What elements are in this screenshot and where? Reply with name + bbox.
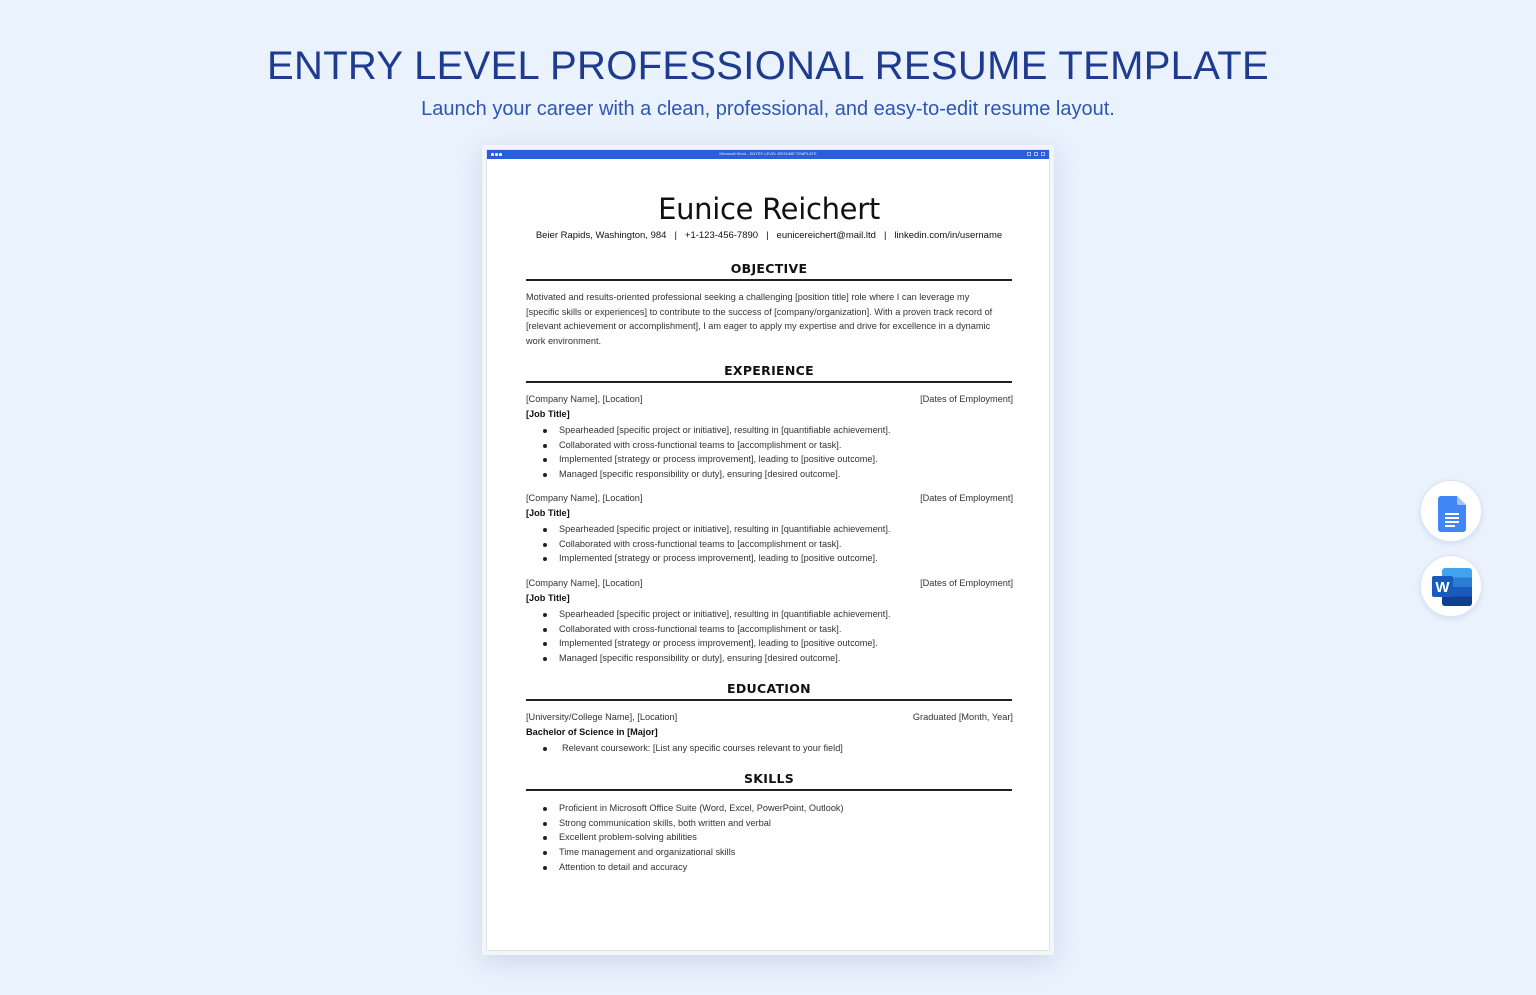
job-dates: [Dates of Employment] — [920, 578, 1013, 588]
section-divider — [526, 381, 1012, 383]
word-letter: W — [1435, 579, 1450, 596]
list-item: Spearheaded [specific project or initiative], resulting in [quantifiable achievement]. — [526, 607, 890, 622]
job-bullets — [526, 522, 890, 566]
list-item: Managed [specific responsibility or duty], ensuring [desired outcome]. — [526, 467, 890, 482]
list-item: Spearheaded [specific project or initiative], resulting in [quantifiable achievement]. — [526, 423, 890, 438]
contact-separator: | — [883, 230, 887, 241]
job-header — [526, 394, 1013, 404]
contact-linkedin: linkedin.com/in/username — [894, 230, 1003, 241]
contact-email: eunicereichert@mail.ltd — [776, 230, 876, 241]
list-item: Collaborated with cross-functional teams to [accomplishment or task]. — [526, 537, 890, 552]
list-item: Implemented [strategy or process improvement], leading to [positive outcome]. — [526, 452, 890, 467]
list-item: Excellent problem-solving abilities — [526, 830, 844, 845]
list-item: Strong communication skills, both written and verbal — [526, 816, 844, 831]
skills-heading: SKILLS — [743, 771, 795, 786]
contact-phone: +1-123-456-7890 — [684, 230, 759, 241]
education-heading: EDUCATION — [727, 681, 811, 696]
contact-separator: | — [766, 230, 769, 241]
section-divider — [526, 789, 1012, 791]
hero-subtitle: Launch your career with a clean, professional, and easy-to-edit resume layout. — [421, 98, 1115, 120]
list-item: Collaborated with cross-functional teams to [accomplishment or task]. — [526, 438, 890, 453]
job-header — [526, 578, 1013, 588]
list-item: Implemented [strategy or process improvement], leading to [positive outcome]. — [526, 636, 890, 651]
job-dates: [Dates of Employment] — [920, 493, 1013, 503]
job-dates: [Dates of Employment] — [920, 394, 1013, 404]
list-item: Relevant coursework: [List any specific courses relevant to your field] — [526, 741, 843, 756]
contact-separator: | — [674, 230, 677, 241]
job-company: [Company Name], [Location] — [526, 578, 643, 588]
list-item: Time management and organizational skills — [526, 845, 844, 860]
google-docs-icon — [1438, 496, 1466, 532]
minimize-icon[interactable] — [1027, 152, 1031, 156]
experience-heading: EXPERIENCE — [724, 363, 814, 378]
hero-title: ENTRY LEVEL PROFESSIONAL RESUME TEMPLATE — [267, 44, 1269, 88]
job-bullets — [526, 423, 890, 482]
education-school: [University/College Name], [Location] — [526, 712, 678, 722]
close-icon[interactable] — [1041, 152, 1045, 156]
list-item: Implemented [strategy or process improvement], leading to [positive outcome]. — [526, 551, 890, 566]
education-bullets — [526, 741, 843, 756]
resume-name: Eunice Reichert — [658, 192, 880, 226]
microsoft-word-icon — [1432, 568, 1472, 606]
objective-text: Motivated and results-oriented professional seeking a challenging [position title] role where I can leverage my [specific skills or experiences] to contribute to the success of [company/organization]. With a proven track record of [relevant achievement or accomplishment], I am eager to apply my expertise and drive for excellence in a dynamic work environment. — [526, 292, 993, 347]
job-company: [Company Name], [Location] — [526, 394, 643, 404]
job-title: [Job Title] — [526, 409, 570, 419]
list-item: Proficient in Microsoft Office Suite (Word, Excel, PowerPoint, Outlook) — [526, 801, 844, 816]
skills-bullets — [526, 801, 844, 874]
objective-heading: OBJECTIVE — [730, 261, 808, 276]
list-item: Collaborated with cross-functional teams to [accomplishment or task]. — [526, 622, 890, 637]
job-header — [526, 493, 1013, 503]
education-graduated: Graduated [Month, Year] — [912, 712, 1013, 722]
list-item: Managed [specific responsibility or duty], ensuring [desired outcome]. — [526, 651, 890, 666]
microsoft-word-button[interactable] — [1420, 555, 1482, 617]
window-controls — [1027, 152, 1045, 156]
list-item: Attention to detail and accuracy — [526, 860, 844, 875]
job-title: [Job Title] — [526, 593, 570, 603]
maximize-icon[interactable] — [1034, 152, 1038, 156]
contact-line — [522, 230, 1016, 241]
section-divider — [526, 279, 1012, 281]
list-item: Spearheaded [specific project or initiative], resulting in [quantifiable achievement]. — [526, 522, 890, 537]
google-docs-button[interactable] — [1420, 480, 1482, 542]
job-company: [Company Name], [Location] — [526, 493, 643, 503]
education-degree: Bachelor of Science in [Major] — [526, 727, 658, 737]
window-titlebar — [487, 150, 1049, 159]
job-title: [Job Title] — [526, 508, 570, 518]
education-header — [526, 712, 1013, 722]
job-bullets — [526, 607, 890, 666]
contact-address: Beier Rapids, Washington, 984 — [535, 230, 667, 241]
section-divider — [526, 699, 1012, 701]
window-title: Microsoft Word - ENTRY LEVEL RESUME TEMPLATE — [719, 151, 817, 156]
document-window — [486, 149, 1050, 951]
